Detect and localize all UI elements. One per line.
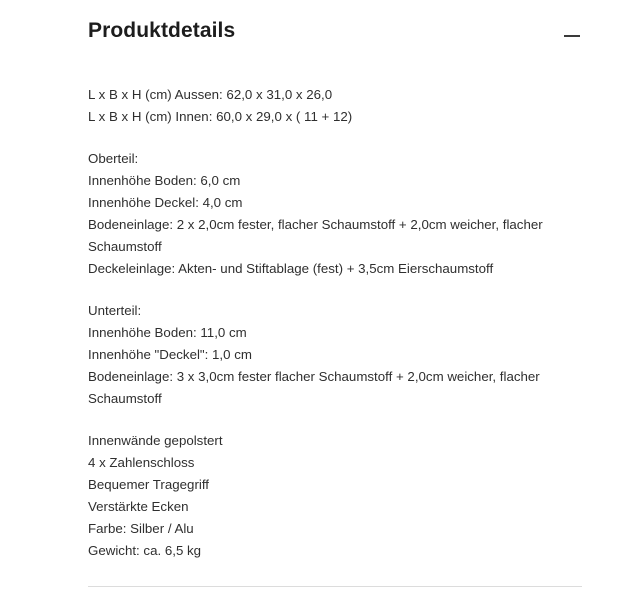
detail-line: Gewicht: ca. 6,5 kg (88, 543, 202, 558)
detail-line: Innenhöhe "Deckel": 1,0 cm (88, 347, 252, 362)
detail-line: L x B x H (cm) Innen: 60,0 x 29,0 x ( 11 + 12) (88, 109, 353, 124)
detail-line: Bodeneinlage: 3 x 3,0cm fester flacher Schaumstoff + 2,0cm weicher, flacher Schaumstoff (88, 369, 540, 406)
detail-line: Innenwände gepolstert (88, 433, 223, 448)
detail-line: Verstärkte Ecken (88, 499, 189, 514)
detail-line: Innenhöhe Boden: 11,0 cm (88, 325, 247, 340)
detail-line: Bodeneinlage: 2 x 2,0cm fester, flacher Schaumstoff + 2,0cm weicher, flacher Schaumstoff (88, 217, 543, 254)
page-title: Produktdetails (88, 19, 236, 42)
detail-line: Oberteil: (88, 151, 139, 166)
detail-group-unterteil (88, 300, 582, 410)
detail-line: Unterteil: (88, 303, 142, 318)
detail-group-features (88, 430, 582, 562)
detail-group-dimensions (88, 84, 582, 128)
product-details-content (88, 84, 582, 562)
detail-line: Farbe: Silber / Alu (88, 521, 194, 536)
detail-line: Innenhöhe Boden: 6,0 cm (88, 173, 241, 188)
detail-line: L x B x H (cm) Aussen: 62,0 x 31,0 x 26,0 (88, 87, 333, 102)
section-divider (88, 586, 582, 587)
detail-line: 4 x Zahlenschloss (88, 455, 195, 470)
panel-header (88, 0, 582, 46)
collapse-panel-button[interactable] (562, 26, 582, 46)
detail-group-oberteil (88, 148, 582, 280)
detail-line: Deckeleinlage: Akten- und Stiftablage (fest) + 3,5cm Eierschaumstoff (88, 261, 494, 276)
detail-line: Innenhöhe Deckel: 4,0 cm (88, 195, 243, 210)
minus-icon (564, 35, 580, 37)
detail-line: Bequemer Tragegriff (88, 477, 209, 492)
